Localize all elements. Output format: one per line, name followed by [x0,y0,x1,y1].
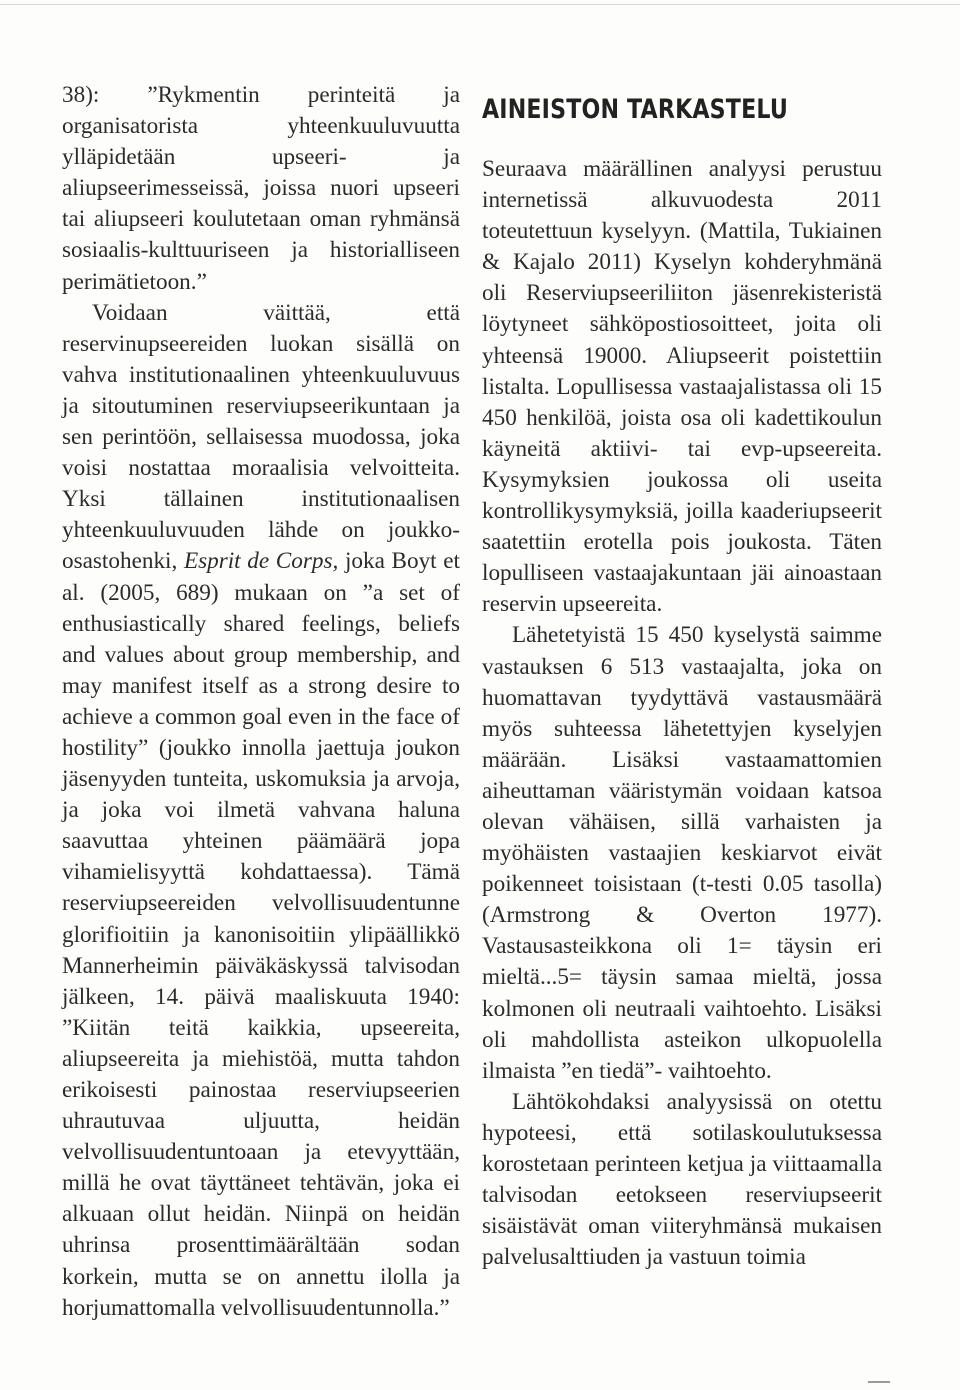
right-column [482,154,882,1273]
left-paragraph-1: 38): ”Rykmentin perinteitä ja organisatorista yhteenkuuluvuutta ylläpidetään upseeri- ja aliupseerimesseissä, joissa nuori upseeri tai aliupseeri koulutetaan oman ryhmänsä sosiaalis-kulttuuriseen ja historialliseen perimätietoon.” [62,82,460,295]
right-paragraph-3: Lähtökohdaksi analyysissä on otettu hypoteesi, että sotilaskoulutuksessa korostetaan perinteen ketjua ja viittaamalla talvisodan eetokseen reserviupseerit sisäistävät oman viiteryhmänsä mukaisen palvelusalttiuden ja vastuun toimia [482,1088,882,1271]
section-heading: AINEISTON TARKASTELU [482,94,788,125]
top-border-line [0,4,960,5]
left-paragraph-2-text-b: joka Boyt et al. (2005, 689) mukaan on ”a set of enthusiastically shared feelings, beliefs and values about group membership, and may manifest itself as a strong desire to achieve a common goal even in the face of hostility” (joukko innolla jaettuja joukon jäsenyyden tunteita, uskomuksia ja arvoja, ja joka voi ilmetä vahvana haluna saavuttaa yhteinen päämäärä jopa vihamielisyyttä kohdattaessa). Tämä reserviupseereiden velvollisuudentunne glorifioitiin ja kanonisoitiin ylipäällikkö Mannerheimin päiväkäskyssä talvisodan jälkeen, 14. päivä maaliskuuta 1940: ”Kiitän teitä kaikkia, upseereita, aliupseereita ja miehistöä, mutta tahdon erikoisesti painostaa reserviupseerien uhrautuvaa uljuutta, heidän velvollisuudentuntoaan ja etevyyttään, millä he ovat täyttäneet tehtävän, joka ei alkuaan ollut heidän. Niinpä on heidän uhrinsa prosenttimäärältään sodan korkein, mutta se on annettu ilolla ja horjumattomalla velvollisuudentunnolla.” [62,548,461,1321]
bottom-corner-mark [868,1381,890,1383]
left-column [62,80,460,1324]
right-paragraph-1: Seuraava määrällinen analyysi perustuu internetissä alkuvuodesta 2011 toteutettuun kyselyyn. (Mattila, Tukiainen & Kajalo 2011) Kyselyn kohderyhmänä oli Reserviupseeriliiton jäsenrekisteristä löytyneet sähköpostiosoitteet, joita oli yhteensä 19000. Aliupseerit poistettiin listalta. Lopullisessa vastaajalistassa oli 15 450 henkilöä, joista osa oli kadettikoulun käyneitä aktiivi- tai evp-upseereita. Kysymyksien joukossa oli useita kontrollikysymyksiä, joilla kaaderiupseerit saatettiin erotella pois joukosta. Täten lopulliseen vastaajakuntaan jäi ainoastaan reservin upseereita. [482,156,882,618]
esprit-de-corps-term: Esprit de Corps, [183,548,339,575]
right-paragraph-2: Lähetetyistä 15 450 kyselystä saimme vastauksen 6 513 vastaajalta, joka on huomattavan tyydyttävä vastausmäärä myös suhteessa lähetettyjen kyselyjen määrään. Lisäksi vastaamattomien aiheuttaman vääristymän voidaan katsoa olevan vähäisen, sillä varhaisten ja myöhäisten vastaajien keskiarvot eivät poikenneet toisistaan (t-testi 0.05 tasolla) (Armstrong & Overton 1977). Vastausasteikkona oli 1= täysin eri mieltä...5= täysin samaa mieltä, jossa kolmonen oli neutraali vaihtoehto. Lisäksi oli mahdollista asteikon ulkopuolella ilmaista ”en tiedä”- vaihtoehto. [482,622,882,1084]
left-paragraph-2 [62,298,460,1324]
left-paragraph-2-text-a: Voidaan väittää, että reservinupseereiden luokan sisällä on vahva institutionaalinen yhteenkuuluvuus ja sitoutuminen reserviupseerikuntaan ja sen perintöön, sellaisessa muodossa, joka voisi nostattaa moraalisia velvoitteita. Yksi tällainen institutionaalisen yhteenkuuluvuuden lähde on joukko-osastohenki, [62,299,460,575]
